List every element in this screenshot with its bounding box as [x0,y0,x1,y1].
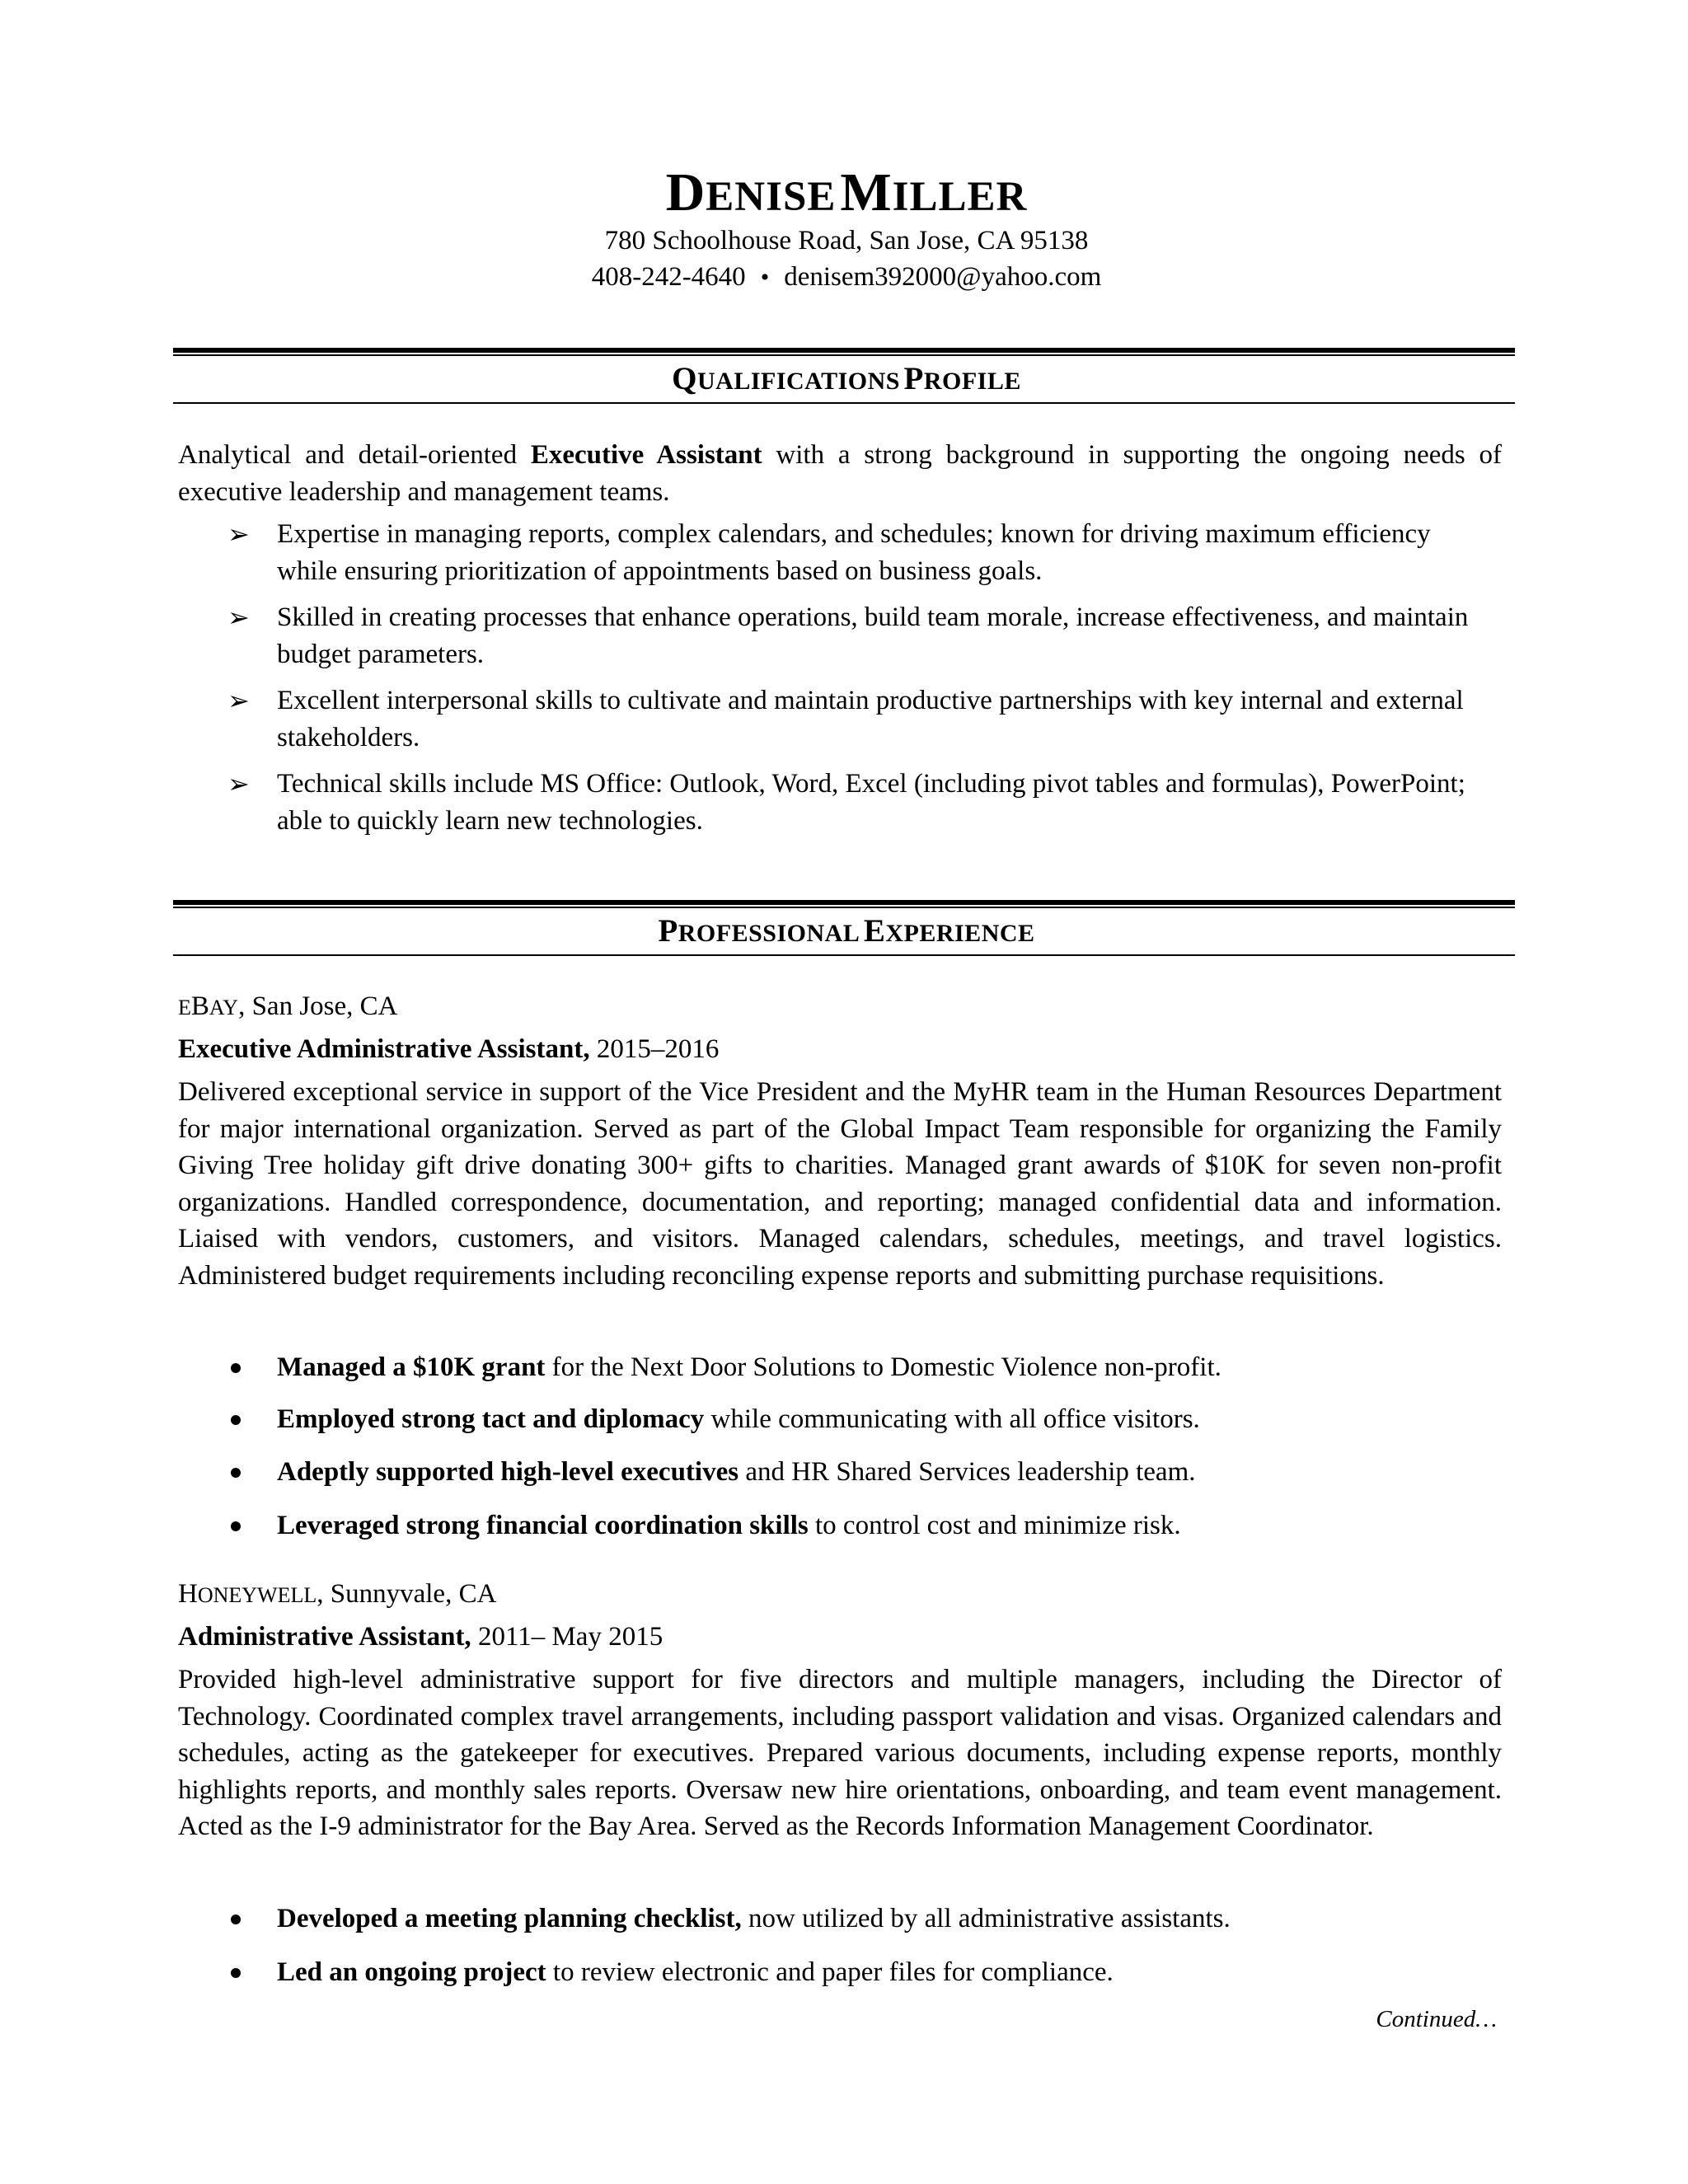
job-description: Provided high-level administrative support for five directors and multiple managers, including the Director of Technology. Coordinated complex travel arrangements, including passport validation and visas. Organized calendars and schedules, acting as the gatekeeper for executives. Prepared various documents, including expense reports, monthly highlights reports, and monthly sales reports. Oversaw new hire orientations, onboarding, and team event management. Acted as the I-9 administrator for the Bay Area. Served as the Records Information Management Coordinator. [178,1665,1502,1841]
arrow-bullet-icon: ➢ [227,602,250,632]
bullet-dot-icon [231,1915,241,1924]
continued-note: Continued… [1376,2006,1497,2032]
phone: 408-242-4640 [591,262,746,292]
bullet-dot-icon [231,1363,241,1373]
job-title: Executive Administrative Assistant, 2015–2016 [178,1034,720,1064]
bullet-dot-icon [231,1968,241,1978]
achievement-bullet: Managed a $10K grant for the Next Door Solutions to Domestic Violence non-profit. [277,1352,1221,1382]
job-description: Delivered exceptional service in support of the Vice President and the MyHR team in the Human Resources Department for major international organization. Served as part of the Global Impact Team responsible for organizing the Family Giving Tree holiday gift drive donating 300+ gifts to charities. Managed grant awards of $10K for seven non-profit organizations. Handled correspondence, documentation, and reporting; managed confidential data and information. Liaised with vendors, customers, and visitors. Managed calendars, schedules, meetings, and travel logistics. Administered budget requirements including reconciling expense reports and submitting purchase requisitions. [178,1077,1502,1291]
candidate-name: DENISE MILLER [665,162,1028,223]
achievement-bullet: Leveraged strong financial coordination skills to control cost and minimize risk. [277,1511,1181,1540]
qualification-bullet: Excellent interpersonal skills to cultivate and maintain productive partnerships with key internal and external stakeholders. [277,686,1464,752]
email: denisem392000@yahoo.com [784,262,1102,292]
achievement-bullet: Led an ongoing project to review electronic and paper files for compliance. [277,1957,1114,1987]
arrow-bullet-icon: ➢ [227,769,250,799]
arrow-bullet-icon: ➢ [227,519,250,549]
qualification-bullet: Technical skills include MS Office: Outlook, Word, Excel (including pivot tables and formulas), PowerPoint; able to quickly learn new technologies. [277,769,1465,836]
achievement-bullet: Employed strong tact and diplomacy while communicating with all office visitors. [277,1404,1200,1434]
separator-dot: • [760,264,770,291]
section-rule-top [173,900,1515,908]
bullet-dot-icon [231,1468,241,1478]
experience-heading: PROFESSIONAL EXPERIENCE [658,913,1035,949]
company-name: EBAY, San Jose, CA [178,991,398,1021]
qualification-bullet: Expertise in managing reports, complex calendars, and schedules; known for driving maximum efficiency while ensuring prioritization of appointments based on business goals. [277,519,1431,586]
section-rule-bottom [173,954,1515,956]
contact-line [178,259,1515,296]
achievement-bullet: Adeptly supported high-level executives and HR Shared Services leadership team. [277,1457,1196,1487]
section-rule-bottom [173,402,1515,404]
bullet-dot-icon [231,1521,241,1531]
address: 780 Schoolhouse Road, San Jose, CA 95138 [604,226,1089,255]
company-name: HONEYWELL, Sunnyvale, CA [178,1579,497,1609]
bullet-dot-icon [231,1415,241,1425]
achievement-bullet: Developed a meeting planning checklist, now utilized by all administrative assistants. [277,1904,1231,1933]
arrow-bullet-icon: ➢ [227,686,250,715]
qualifications-heading: QUALIFICATIONS PROFILE [672,361,1021,396]
qualification-bullet: Skilled in creating processes that enhance operations, build team morale, increase effectiveness, and maintain budget parameters. [277,602,1469,669]
section-rule-top [173,348,1515,356]
job-title: Administrative Assistant, 2011– May 2015 [178,1622,663,1652]
qualifications-intro: Analytical and detail-oriented Executive Assistant with a strong background in supporting the ongoing needs of executive leadership and management teams. [178,440,1502,507]
